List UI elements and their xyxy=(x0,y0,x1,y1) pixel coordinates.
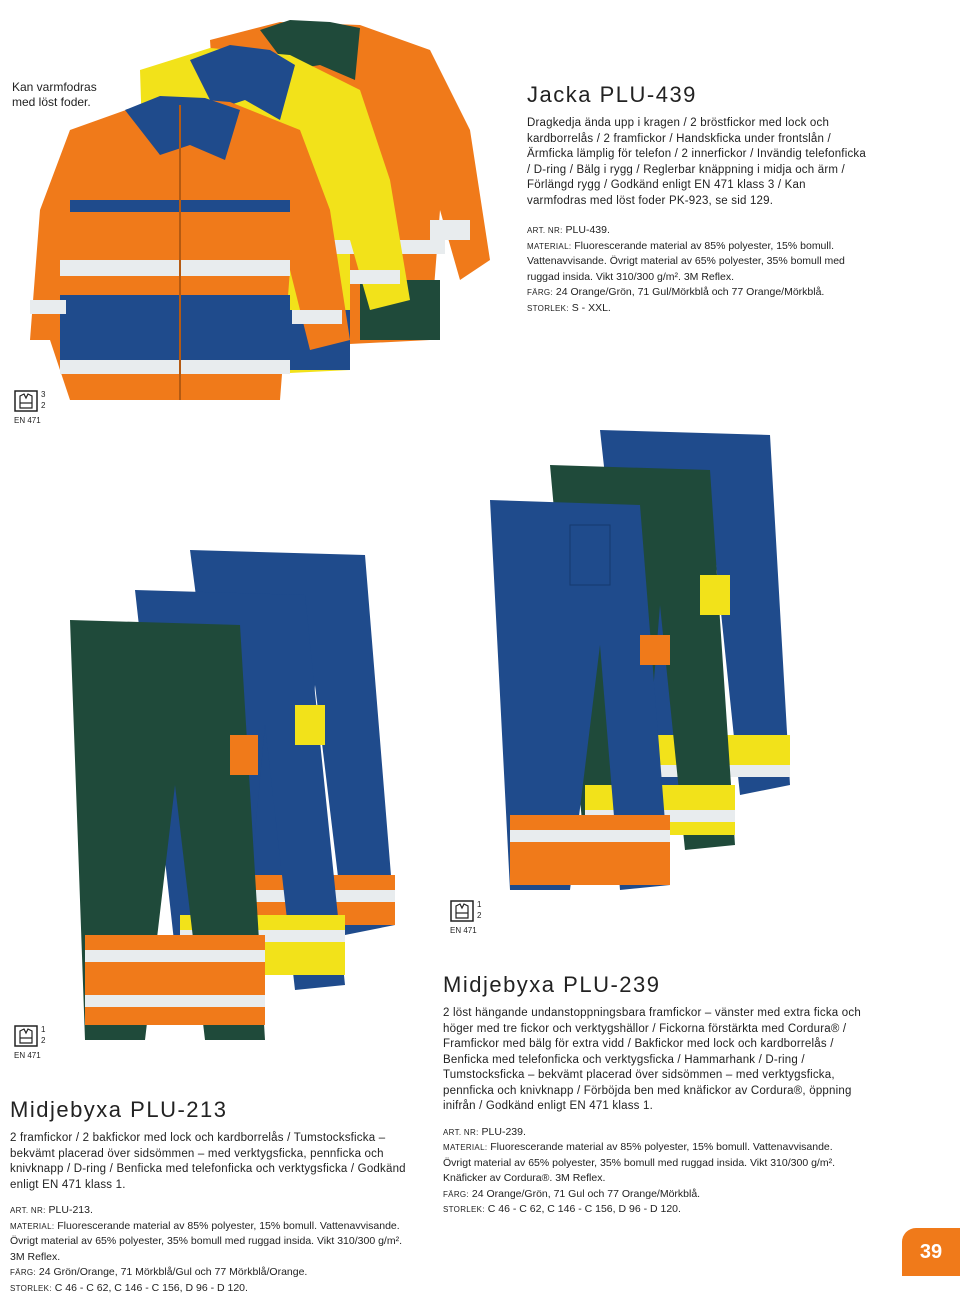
trousers213-art-label: ART. NR: xyxy=(10,1206,46,1215)
trousers213-size-value: C 46 - C 62, C 146 - C 156, D 96 - D 120. xyxy=(54,1281,248,1294)
en-class-top: 1 xyxy=(41,1025,46,1034)
trousers213-text-block xyxy=(10,1097,410,1296)
trousers-green-orange-front xyxy=(70,620,265,1040)
trousers213-color-label: FÄRG: xyxy=(10,1268,36,1277)
jacket-description: Dragkedja ända upp i kragen / 2 bröstfickor med lock och kardborrelås / 2 framfickor / Handskficka under frontslån / Ärmficka lämplig för telefon / 2 innerfickor / Invändig telefonficka / D-ring / Bälg i rygg / Reglerbar knäppning i midja och ärm / Förlängd rygg / Godkänd enligt EN 471 klass 3 / Kan varmfodras med löst foder PK-923, se sid 129. xyxy=(527,117,866,207)
jacket-color-value: 24 Orange/Grön, 71 Gul/Mörkblå och 77 Orange/Mörkblå. xyxy=(555,286,825,298)
hi-vis-vest-icon xyxy=(14,390,38,412)
en-class-bottom: 2 xyxy=(477,911,482,920)
jacket-art-label: ART. NR: xyxy=(527,226,563,235)
trousers239-photo xyxy=(470,425,800,895)
trousers-navy-orange xyxy=(490,500,670,890)
trousers213-art-value: PLU-213. xyxy=(48,1204,93,1216)
trousers239-art-value: PLU-239. xyxy=(481,1125,526,1138)
trousers239-title: Midjebyxa PLU-239 xyxy=(443,972,661,997)
jacket-lining-note: Kan varmfodras med löst foder. xyxy=(12,80,97,109)
trousers239-text-block xyxy=(443,972,863,1218)
jacket-title: Jacka PLU-439 xyxy=(527,82,697,107)
jacket-material-label: MATERIAL: xyxy=(527,241,572,251)
trousers239-size-value: C 46 - C 62, C 146 - C 156, D 96 - D 120. xyxy=(487,1203,681,1215)
trousers239-color-value: 24 Orange/Grön, 71 Gul och 77 Orange/Mörkblå. xyxy=(471,1187,701,1200)
trousers213-material-value: Fluorescerande material av 85% polyester, 15% bomull. Vattenavvisande. Övrigt material av 65% polyester, 35% bomull med ruggad insida. Vikt 310/300 g/m². 3M Reflex. xyxy=(10,1219,403,1263)
trousers213-size-label: STORLEK: xyxy=(10,1283,52,1293)
en471-badge-213 xyxy=(12,1025,52,1065)
trousers239-color-label: FÄRG: xyxy=(443,1189,469,1199)
trousers213-illustration xyxy=(65,545,435,1045)
en-class-bottom: 2 xyxy=(41,1036,46,1045)
jacket-specs xyxy=(527,223,867,316)
trousers239-specs xyxy=(443,1125,863,1218)
trousers213-description: 2 framfickor / 2 bakfickor med lock och kardborrelås / Tumstocksficka – bekvämt placerad över sidsömmen – med verktygsficka, pennficka och knivknapp / D-ring / Benficka med telefonficka och verktygsficka / Godkänd enligt EN 471 klass 1. xyxy=(10,1132,406,1191)
trousers213-specs xyxy=(10,1203,410,1296)
en471-badge-239 xyxy=(448,900,488,940)
trousers213-photo xyxy=(65,545,435,1045)
en-class-top: 1 xyxy=(477,900,482,909)
trousers239-illustration xyxy=(470,425,800,895)
jacket-illustration xyxy=(30,10,490,400)
en-class-bottom: 2 xyxy=(41,401,46,410)
trousers213-color-value: 24 Grön/Orange, 71 Mörkblå/Gul och 77 Mörkblå/Orange. xyxy=(38,1266,308,1278)
jacket-photo xyxy=(30,10,490,400)
en-label: EN 471 xyxy=(450,926,477,935)
en-class-top: 3 xyxy=(41,390,46,399)
jacket-art-value: PLU-439. xyxy=(565,224,610,236)
hi-vis-vest-icon xyxy=(14,1025,38,1047)
en-label: EN 471 xyxy=(14,1051,41,1060)
trousers239-size-label: STORLEK: xyxy=(443,1205,485,1214)
en471-badge-jacket xyxy=(12,390,52,430)
trousers239-material-label: MATERIAL: xyxy=(443,1143,488,1152)
hi-vis-vest-icon xyxy=(450,900,474,922)
trousers213-material-label: MATERIAL: xyxy=(10,1221,55,1231)
trousers213-title: Midjebyxa PLU-213 xyxy=(10,1097,228,1122)
jacket-text-block xyxy=(527,82,867,316)
trousers239-art-label: ART. NR: xyxy=(443,1127,479,1137)
page-number-badge: 39 xyxy=(902,1228,960,1276)
jacket-color-label: FÄRG: xyxy=(527,288,553,297)
en-label: EN 471 xyxy=(14,416,41,425)
jacket-size-label: STORLEK: xyxy=(527,303,569,313)
jacket-size-value: S - XXL. xyxy=(571,301,611,314)
jacket-material-value: Fluorescerande material av 85% polyester, 15% bomull. Vattenavvisande. Övrigt material av 65% polyester, 35% bomull med ruggad insida. Vikt 310/300 g/m². 3M Reflex. xyxy=(527,239,845,283)
trousers239-description: 2 löst hängande undanstoppningsbara framfickor – vänster med extra ficka och höger med tre fickor och verktygshällor / Fickorna förstärkta med Cordura® / Framfickor med bälg för extra vidd / Bakfickor med lock och kardborrelås / Benficka med telefonficka och verktygsficka / Hammarhank / D-ring / Tumstocksficka – bekvämt placerad över sidsömmen – med verktygsficka, pennficka och knivknapp / Förböjda ben med knäfickor av Cordura®, öppning inifrån / Godkänd enligt EN 471 klass 1. xyxy=(443,1007,861,1112)
trousers239-material-value: Fluorescerande material av 85% polyester, 15% bomull. Vattenavvisande. Övrigt material av 65% polyester, 35% bomull med ruggad insida. Vikt 310/300 g/m². Knäficker av Cordura®. 3M Reflex. xyxy=(443,1141,836,1184)
